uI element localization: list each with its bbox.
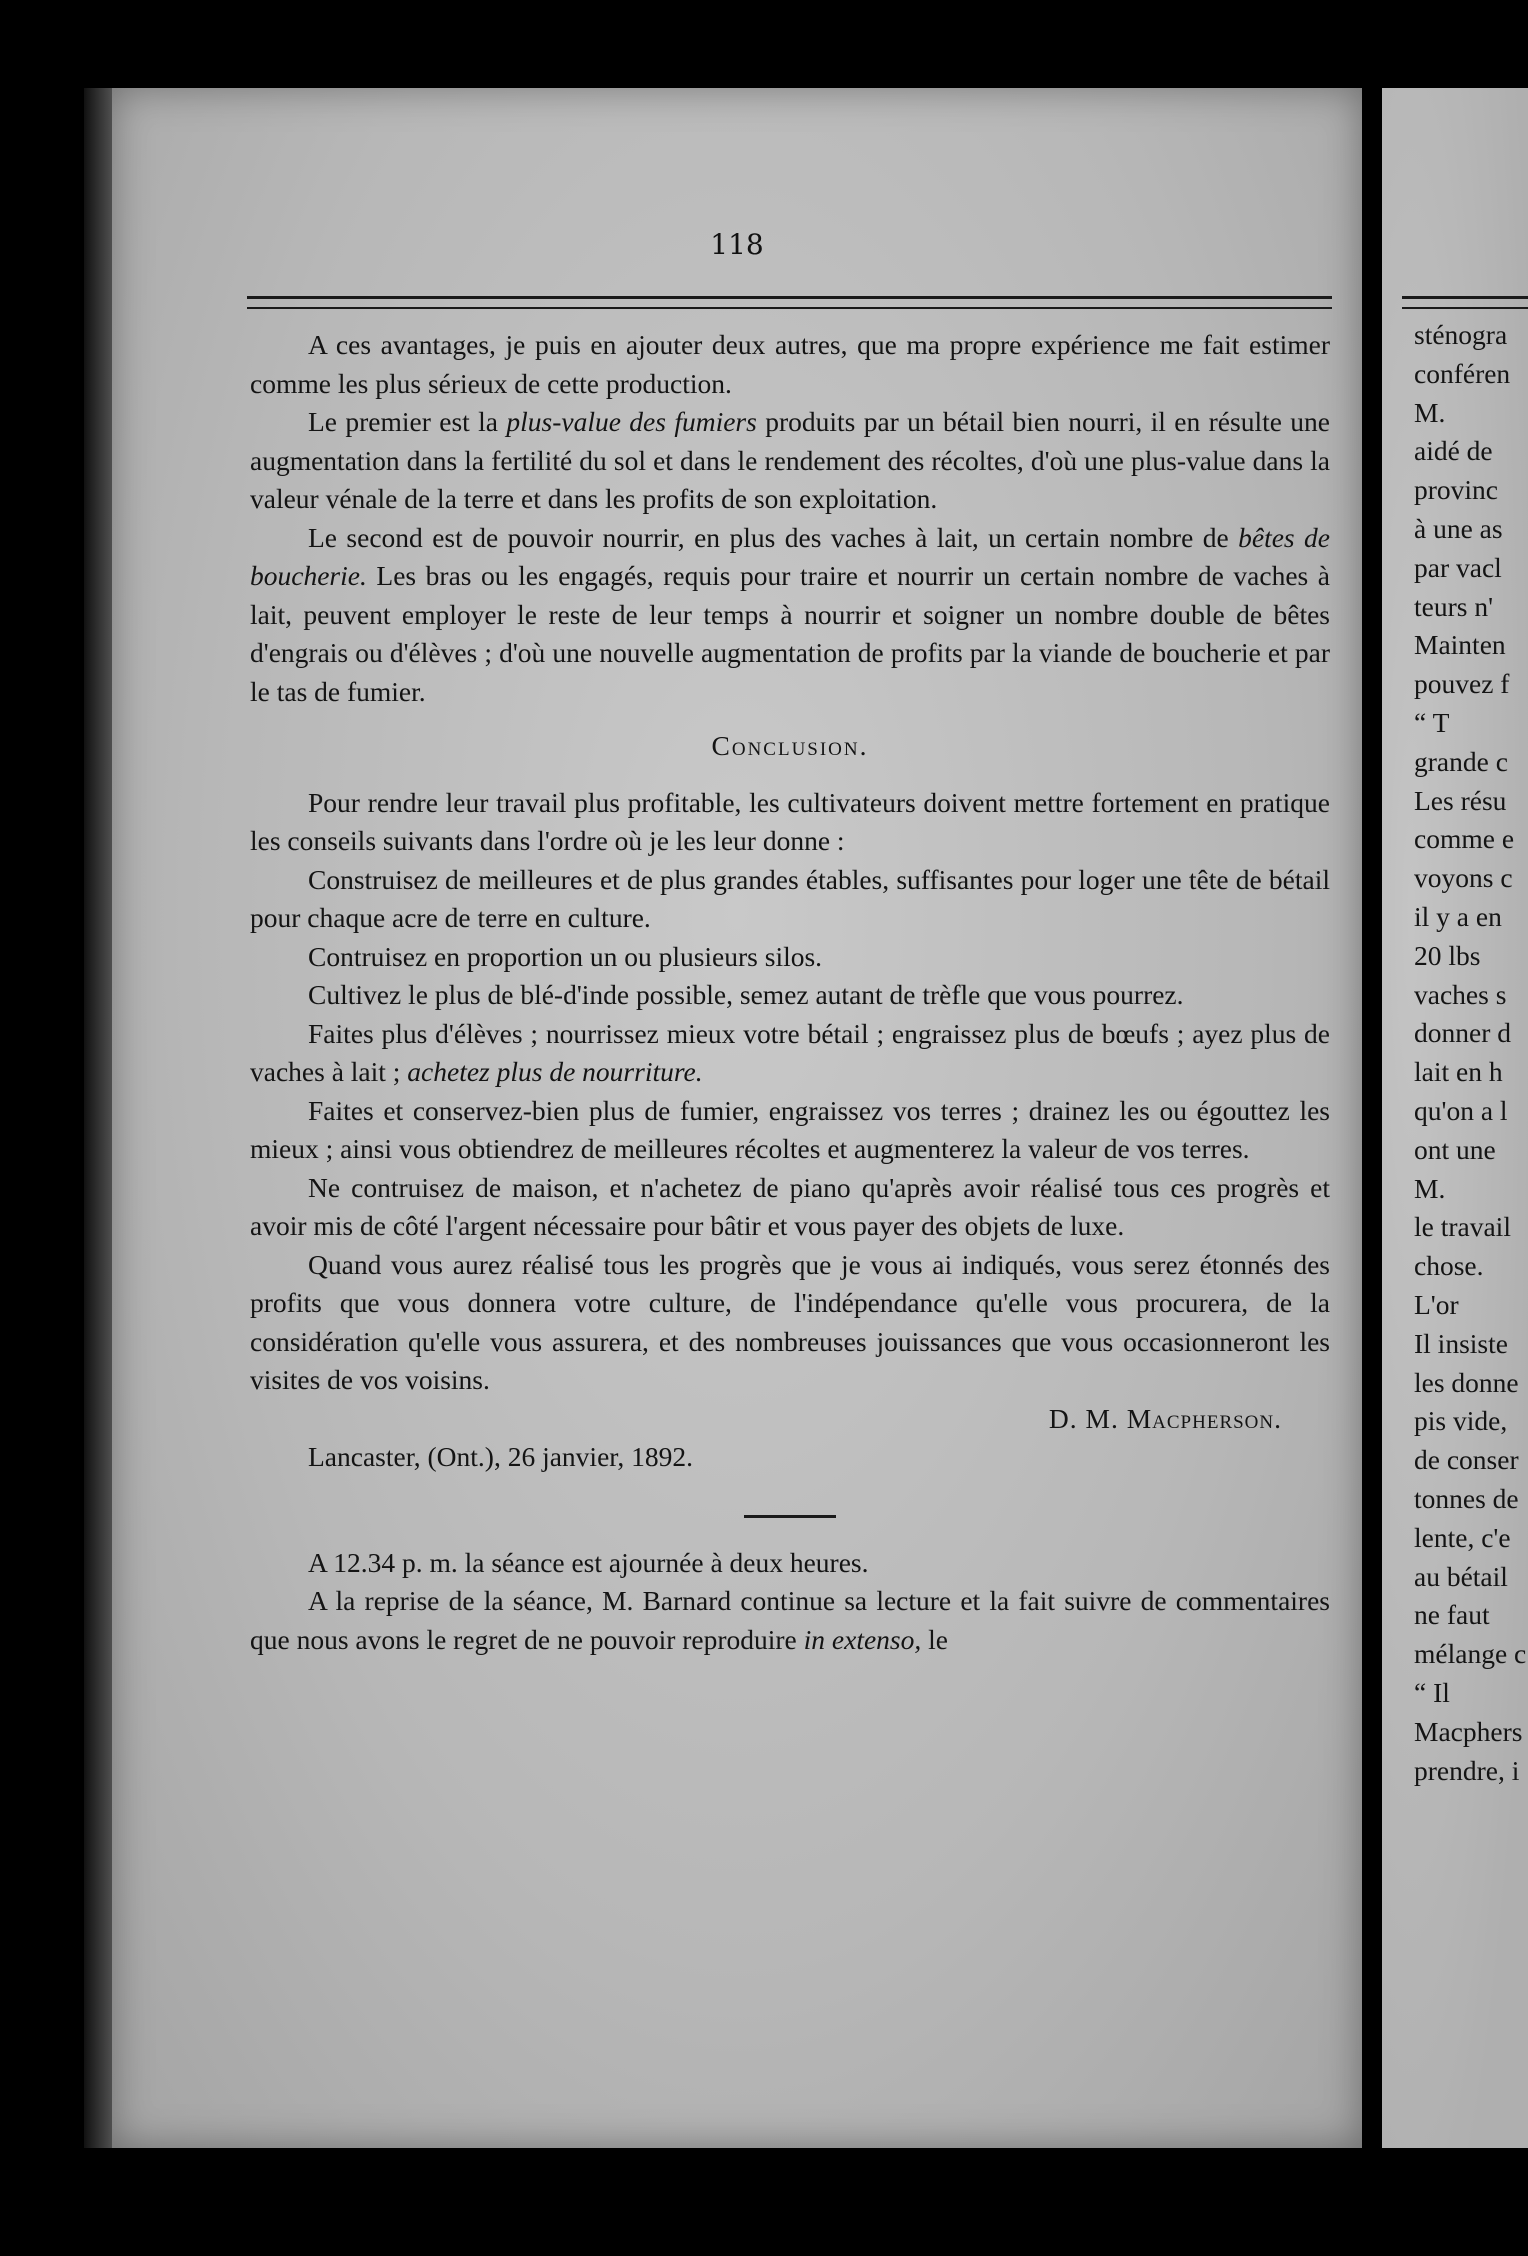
- italic-betes-boucherie: bêtes de boucherie.: [250, 521, 1330, 591]
- right-page-line: vaches s: [1414, 978, 1507, 1010]
- paragraph-closing: Quand vous aurez réalisé tous les progrès que je vous ai indiqués, vous serez étonnés des profits que vous donnera votre culture, de l'indépendance qu'elle vous procurera, de la considération qu'elle vous assurera, et des nombreuses jouissances que vous occasionneront les visites de vos voisins.: [250, 1248, 1330, 1395]
- paragraph-first-lead: Le premier est la: [308, 406, 507, 437]
- right-page-line: mélange c: [1414, 1638, 1527, 1670]
- right-page-line: voyons c: [1414, 862, 1513, 894]
- right-page-line: le travail: [1414, 1211, 1511, 1243]
- right-page-line: comme e: [1414, 823, 1515, 855]
- right-page-line: Il insiste: [1414, 1327, 1508, 1359]
- paragraph-advice-stables: Construisez de meilleures et de plus grandes étables, suffisantes pour loger une tête de bétail pour chaque acre de terre en culture.: [250, 863, 1330, 933]
- right-page-line: qu'on a l: [1414, 1095, 1508, 1126]
- right-page-line: Les résu: [1414, 784, 1507, 816]
- paragraph-second-rest: Les bras ou les engagés, requis pour traire et nourrir un certain nombre de vaches à lait, peuvent employer le reste de leur temps à nourrir et soigner un nombre double de bêtes d'engrais ou d'élèves ; d'où une nouvelle augmentation de profits par la viande de boucherie et par le tas de fumier.: [250, 560, 1330, 707]
- right-page-line: donner d: [1414, 1017, 1511, 1049]
- right-header-rule: [1402, 296, 1528, 309]
- header-rule: [247, 296, 1332, 309]
- paragraph-first-rest: produits par un bétail bien nourri, il en résulte une augmentation dans la fertilité du sol et dans le rendement des récoltes, d'où une plus-value dans la valeur vénale de la terre et dans les profits de son exploitation.: [250, 406, 1330, 514]
- right-page-line: tonnes de: [1414, 1483, 1519, 1514]
- paragraph-advice-corn: Cultivez le plus de blé-d'inde possible, semez autant de trèfle que vous pourrez.: [308, 979, 1184, 1010]
- paragraph-second-advantage: [250, 519, 1330, 712]
- paragraph-advice-luxury: Ne contruisez de maison, et n'achetez de piano qu'après avoir réalisé tous ces progrès et avoir mis de côté l'argent nécessaire pour bâtir et vous payer des objets de luxe.: [250, 1171, 1330, 1241]
- paragraph-resumed-tail: le: [921, 1623, 948, 1655]
- right-page-line: provinc: [1414, 474, 1499, 506]
- right-page-line: M.: [1414, 1172, 1446, 1204]
- author-signature: D. M. Macpherson.: [1048, 1402, 1282, 1434]
- right-page-line: au bétail: [1414, 1560, 1508, 1592]
- page-number: 118: [710, 228, 764, 261]
- right-page-line: aidé de: [1414, 435, 1493, 467]
- right-page-line: pouvez f: [1414, 668, 1510, 700]
- right-page-line: lait en h: [1414, 1056, 1503, 1088]
- right-page-line: sténogra: [1414, 319, 1508, 350]
- paragraph-advice-manure: Faites et conservez-bien plus de fumier, engraissez vos terres ; drainez les ou égouttez les mieux ; ainsi vous obtiendrez de meilleures récoltes et augmenterez la valeur de vos terres.: [250, 1094, 1330, 1164]
- section-divider: [744, 1515, 836, 1518]
- right-page-line: ont une: [1414, 1133, 1496, 1165]
- paragraph-session-adjourned: A 12.34 p. m. la séance est ajournée à deux heures.: [308, 1546, 869, 1578]
- right-page-line: conféren: [1414, 357, 1511, 389]
- paragraph-second-lead: Le second est de pouvoir nourrir, en plus des vaches à lait, un certain nombre de: [308, 521, 1239, 553]
- right-page-line: à une as: [1414, 513, 1503, 544]
- left-page: [112, 88, 1362, 2148]
- right-page-line: par vacl: [1414, 551, 1502, 583]
- italic-achetez-nourriture: achetez plus de nourriture.: [407, 1056, 703, 1087]
- right-page-line: 20 lbs: [1414, 939, 1481, 971]
- body-text: [250, 326, 1330, 1659]
- right-page-line: lente, c'e: [1414, 1521, 1511, 1553]
- paragraph-advice-silos: Contruisez en proportion un ou plusieurs silos.: [308, 940, 823, 972]
- paragraph-advice-livestock: [250, 1015, 1330, 1092]
- paragraph-conclusion-intro: Pour rendre leur travail plus profitable, les cultivateurs doivent mettre fortement en pratique les conseils suivants dans l'ordre où je les leur donne :: [250, 786, 1330, 856]
- right-page-line: teurs n': [1414, 590, 1494, 622]
- paragraph-first-advantage: [250, 403, 1330, 519]
- right-page-edge: [1382, 88, 1528, 2148]
- paragraph-advantages: A ces avantages, je puis en ajouter deux autres, que ma propre expérience me fait estimer comme les plus sérieux de cette production.: [250, 329, 1330, 399]
- right-page-line: L'or: [1414, 1289, 1459, 1320]
- dateline: Lancaster, (Ont.), 26 janvier, 1892.: [308, 1441, 693, 1472]
- section-heading-conclusion: Conclusion.: [711, 730, 869, 761]
- right-page-line: les donne: [1414, 1366, 1519, 1398]
- right-page-line: “ Il: [1414, 1677, 1450, 1708]
- italic-in-extenso: in extenso,: [803, 1623, 922, 1655]
- right-page-line: prendre, i: [1414, 1754, 1520, 1786]
- right-page-line: Macphers: [1414, 1715, 1523, 1747]
- paragraph-session-resumed: [250, 1582, 1330, 1659]
- italic-plus-value: plus-value des fumiers: [506, 406, 757, 437]
- right-page-line: “ T: [1414, 707, 1450, 738]
- right-page-line: chose.: [1414, 1250, 1484, 1282]
- right-page-line: il y a en: [1414, 901, 1502, 932]
- right-page-line: de conser: [1414, 1444, 1519, 1476]
- paragraph-livestock-lead: Faites plus d'élèves ; nourrissez mieux votre bétail ; engraissez plus de bœufs ; ayez plus de vaches à lait ;: [250, 1017, 1330, 1087]
- right-page-line: M.: [1414, 396, 1446, 428]
- paragraph-resumed-lead: A la reprise de la séance, M. Barnard continue sa lecture et la fait suivre de commentaires que nous avons le regret de ne pouvoir reproduire: [250, 1585, 1330, 1655]
- right-page-line: pis vide,: [1414, 1405, 1508, 1437]
- right-page-line: Mainten: [1414, 629, 1506, 661]
- right-page-line: ne faut: [1414, 1599, 1490, 1631]
- right-page-line: grande c: [1414, 745, 1508, 777]
